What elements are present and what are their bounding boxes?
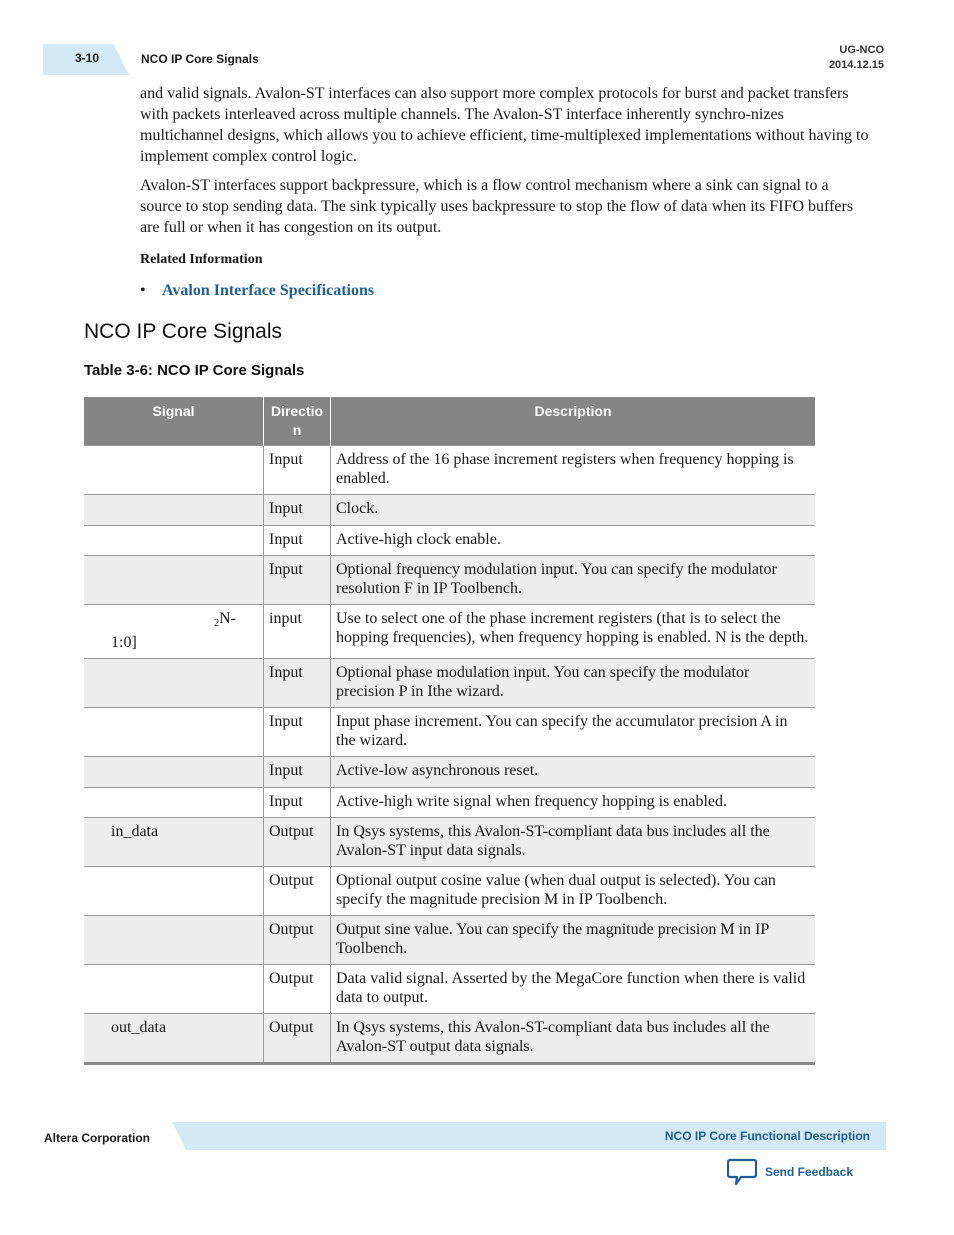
- header-direction-line1: Directio: [270, 403, 324, 419]
- direction-cell: Input: [264, 708, 331, 757]
- signal-fragment-line2: 1:0]: [111, 633, 137, 651]
- signal-cell: [84, 965, 264, 1014]
- table-row: [84, 965, 815, 1014]
- description-cell: Optional output cosine value (when dual output is selected). You can specify the magnitude precision M in IP Toolbench.: [331, 867, 816, 916]
- description-cell: Active-high write signal when frequency hopping is enabled.: [331, 787, 816, 818]
- direction-cell: Output: [264, 916, 331, 965]
- body-paragraph-2: Avalon-ST interfaces support backpressure, which is a flow control mechanism where a sink can signal to a source to stop sending data. The sink typically uses backpressure to stop the flow of data when its FIFO buffers are full or when it has congestion on its output.: [140, 177, 854, 236]
- signal-fragment-line1: $_2$N-: [214, 610, 236, 629]
- direction-cell: Output: [264, 867, 331, 916]
- description-cell: Data valid signal. Asserted by the MegaCore function when there is valid data to output.: [331, 965, 816, 1014]
- direction-cell: Input: [264, 787, 331, 818]
- signal-cell: [84, 525, 264, 556]
- direction-cell: input: [264, 605, 331, 659]
- direction-cell: Input: [264, 659, 331, 708]
- send-feedback-button[interactable]: [727, 1158, 853, 1186]
- direction-cell: Output: [264, 1014, 331, 1064]
- table-row: [84, 605, 815, 659]
- signal-cell: [84, 446, 264, 495]
- direction-cell: Input: [264, 525, 331, 556]
- description-cell: Active-high clock enable.: [331, 525, 816, 556]
- table-row: [84, 495, 815, 526]
- signal-cell: [84, 916, 264, 965]
- page-number: 3-10: [75, 51, 100, 65]
- table-row: [84, 818, 815, 867]
- table-row: [84, 867, 815, 916]
- description-cell: Input phase increment. You can specify the accumulator precision A in the wizard.: [331, 708, 816, 757]
- doc-id: UG-NCO: [839, 44, 884, 56]
- table-row: [84, 787, 815, 818]
- description-cell: Clock.: [331, 495, 816, 526]
- signal-cell: in_data: [84, 818, 264, 867]
- header-description: Description: [331, 397, 816, 446]
- table-row: [84, 659, 815, 708]
- description-cell: Optional frequency modulation input. You can specify the modulator resolution F in IP Toolbench.: [331, 556, 816, 605]
- direction-cell: Output: [264, 818, 331, 867]
- direction-cell: Input: [264, 757, 331, 788]
- signal-cell: [84, 605, 264, 659]
- direction-cell: Input: [264, 446, 331, 495]
- description-cell: Optional phase modulation input. You can specify the modulator precision P in Ithe wizard.: [331, 659, 816, 708]
- description-cell: In Qsys systems, this Avalon-ST-compliant data bus includes all the Avalon-ST output data signals.: [331, 1014, 816, 1064]
- speech-bubble-icon: [727, 1158, 757, 1186]
- table-row: [84, 708, 815, 757]
- signal-cell: [84, 757, 264, 788]
- table-row: [84, 916, 815, 965]
- related-list-item: [140, 282, 374, 300]
- signal-cell: [84, 867, 264, 916]
- doc-info: [829, 43, 884, 73]
- section-heading: NCO IP Core Signals: [84, 320, 283, 343]
- table-row: [84, 525, 815, 556]
- table-caption: Table 3-6: NCO IP Core Signals: [84, 362, 305, 379]
- description-cell: Active-low asynchronous reset.: [331, 757, 816, 788]
- table-header-row: [84, 397, 815, 446]
- direction-cell: Input: [264, 495, 331, 526]
- table-row: [84, 757, 815, 788]
- signal-cell: [84, 556, 264, 605]
- body-paragraph-1: and valid signals. Avalon-ST interfaces can also support more complex protocols for burst and packet transfers with packets interleaved across multiple channels. The Avalon-ST interface inherently synchro-nizes multichannel designs, which allows you to achieve efficient, time-multiplexed implementations without having to implement complex control logic.: [140, 85, 869, 165]
- table-row: [84, 446, 815, 495]
- description-cell: Output sine value. You can specify the magnitude precision M in IP Toolbench.: [331, 916, 816, 965]
- avalon-spec-link[interactable]: Avalon Interface Specifications: [162, 282, 375, 299]
- signal-cell: out_data: [84, 1014, 264, 1064]
- signal-cell: [84, 495, 264, 526]
- send-feedback-label[interactable]: Send Feedback: [765, 1165, 854, 1179]
- footer-company: Altera Corporation: [44, 1131, 151, 1145]
- table-row: [84, 556, 815, 605]
- table-row: [84, 1014, 815, 1064]
- footer-chapter: NCO IP Core Functional Description: [664, 1129, 870, 1143]
- bullet: •: [140, 282, 146, 299]
- header-direction-line2: n: [292, 421, 302, 438]
- description-cell: Use to select one of the phase increment registers (that is to select the hopping frequencies), when frequency hopping is enabled. N is the depth.: [331, 605, 816, 659]
- header-signal: Signal: [84, 397, 264, 446]
- direction-cell: Output: [264, 965, 331, 1014]
- signal-cell: [84, 708, 264, 757]
- description-cell: Address of the 16 phase increment registers when frequency hopping is enabled.: [331, 446, 816, 495]
- direction-cell: Input: [264, 556, 331, 605]
- related-information-heading: Related Information: [140, 252, 263, 267]
- running-section-title: NCO IP Core Signals: [141, 52, 259, 66]
- description-cell: In Qsys systems, this Avalon-ST-compliant data bus includes all the Avalon-ST input data signals.: [331, 818, 816, 867]
- signals-table: [84, 397, 815, 1065]
- signal-cell: [84, 787, 264, 818]
- doc-date: 2014.12.15: [828, 59, 884, 71]
- header-direction: [264, 397, 331, 446]
- signal-cell: [84, 659, 264, 708]
